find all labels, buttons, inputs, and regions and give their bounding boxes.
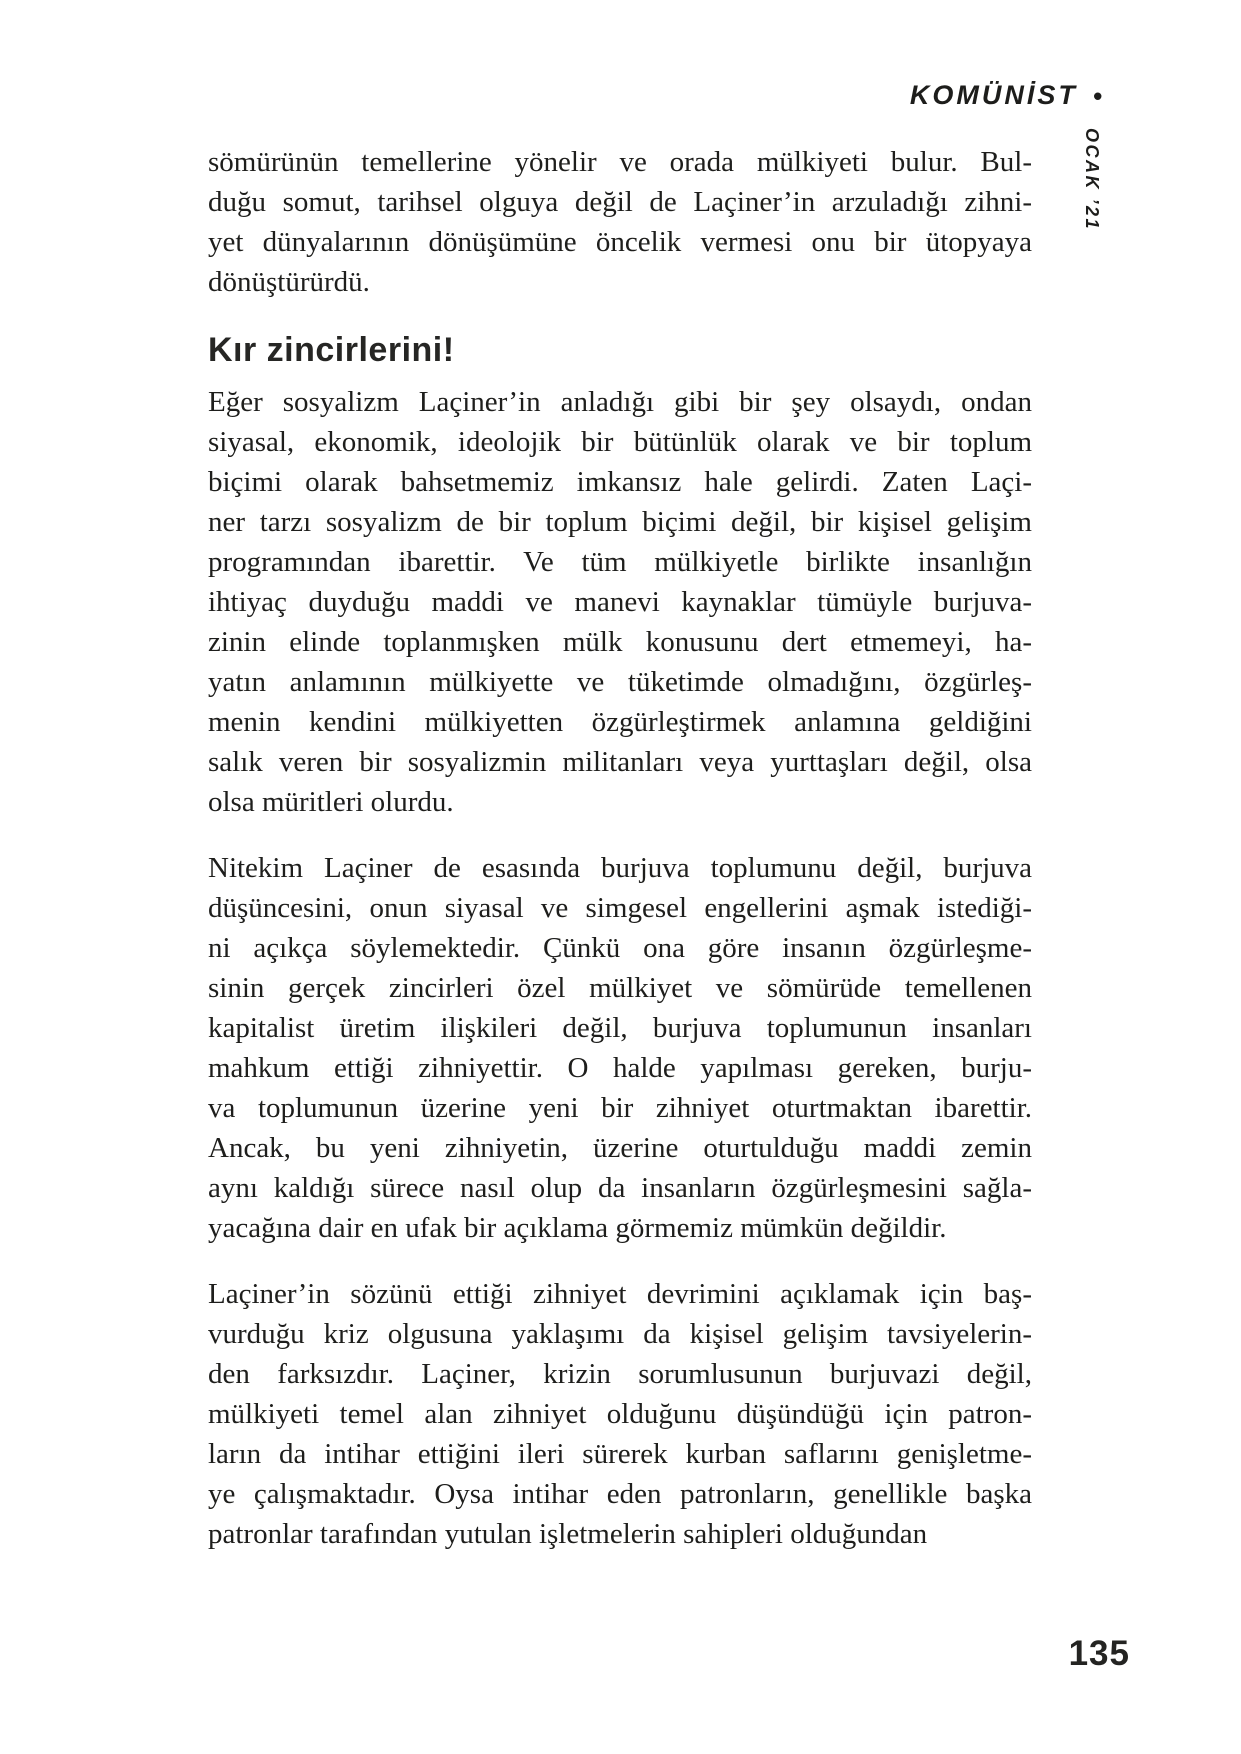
text-line: mülkiyeti temel alan zihniyet olduğunu düşündüğü için patron- [208,1398,1032,1430]
text-line: mahkum ettiği zihniyettir. O halde yapılması gereken, burju- [208,1052,1032,1084]
text-line: yatın anlamının mülkiyette ve tüketimde olmadığını, özgürleş- [208,666,1032,698]
text-line: ye çalışmaktadır. Oysa intihar eden patronların, genellikle başka [208,1478,1032,1510]
text-line: ni açıkça söylemektedir. Çünkü ona göre insanın özgürleşme- [208,932,1032,964]
text-line: Laçiner’in sözünü ettiği zihniyet devrimini açıklamak için baş- [208,1278,1032,1310]
paragraph [208,848,1032,1248]
text-line: programından ibarettir. Ve tüm mülkiyetle birlikte insanlığın [208,546,1032,578]
text-line: den farksızdır. Laçiner, krizin sorumlusunun burjuvazi değil, [208,1358,1032,1390]
text-line: aynı kaldığı sürece nasıl olup da insanların özgürleşmesini sağla- [208,1172,1032,1204]
running-head [910,80,1102,111]
page-number: 135 [1068,1634,1130,1673]
text-line: Eğer sosyalizm Laçiner’in anladığı gibi bir şey olsaydı, ondan [208,386,1032,418]
text-line: va toplumunun üzerine yeni bir zihniyet oturtmaktan ibarettir. [208,1092,1032,1124]
text-line: Nitekim Laçiner de esasında burjuva toplumunu değil, burjuva [208,852,1032,884]
text-line: siyasal, ekonomik, ideolojik bir bütünlük olarak ve bir toplum [208,426,1032,458]
text-line: kapitalist üretim ilişkileri değil, burjuva toplumunun insanları [208,1012,1032,1044]
text-line: duğu somut, tarihsel olguya değil de Laçiner’in arzuladığı zihni- [208,186,1032,218]
article-body [208,142,1032,1580]
issue-date-vertical-label: OCAK ’21 [1082,128,1102,232]
text-line: sömürünün temellerine yönelir ve orada mülkiyeti bulur. Bul- [208,146,1032,178]
text-line: olsa müritleri olurdu. [208,786,454,818]
text-line: zinin elinde toplanmışken mülk konusunu dert etmemeyi, ha- [208,626,1032,658]
text-line: ihtiyaç duyduğu maddi ve manevi kaynaklar tümüyle burjuva- [208,586,1032,618]
text-line: ların da intihar ettiğini ileri sürerek kurban saflarını genişletme- [208,1438,1032,1470]
section-heading: Kır zincirlerini! [208,331,455,369]
text-line: yet dünyalarının dönüşümüne öncelik vermesi onu bir ütopyaya [208,226,1032,258]
text-line: biçimi olarak bahsetmemiz imkansız hale gelirdi. Zaten Laçi- [208,466,1032,498]
bullet-separator-icon: • [1092,80,1102,111]
paragraph [208,382,1032,822]
text-line: Ancak, bu yeni zihniyetin, üzerine oturtulduğu maddi zemin [208,1132,1032,1164]
text-line: ner tarzı sosyalizm de bir toplum biçimi değil, bir kişisel gelişim [208,506,1032,538]
text-line: patronlar tarafından yutulan işletmelerin sahipleri olduğundan [208,1518,928,1550]
paragraph [208,1274,1032,1554]
text-line: dönüştürürdü. [208,266,370,298]
text-line: menin kendini mülkiyetten özgürleştirmek anlamına geldiğini [208,706,1032,738]
text-line: sinin gerçek zincirleri özel mülkiyet ve sömürüde temellenen [208,972,1032,1004]
paragraph [208,142,1032,302]
magazine-title: KOMÜNİST [909,80,1078,110]
text-line: düşüncesini, onun siyasal ve simgesel engellerini aşmak istediği- [208,892,1032,924]
text-line: vurduğu kriz olgusuna yaklaşımı da kişisel gelişim tavsiyelerin- [208,1318,1032,1350]
text-line: yacağına dair en ufak bir açıklama görmemiz mümkün değildir. [208,1212,947,1244]
text-line: salık veren bir sosyalizmin militanları veya yurttaşları değil, olsa [208,746,1032,778]
